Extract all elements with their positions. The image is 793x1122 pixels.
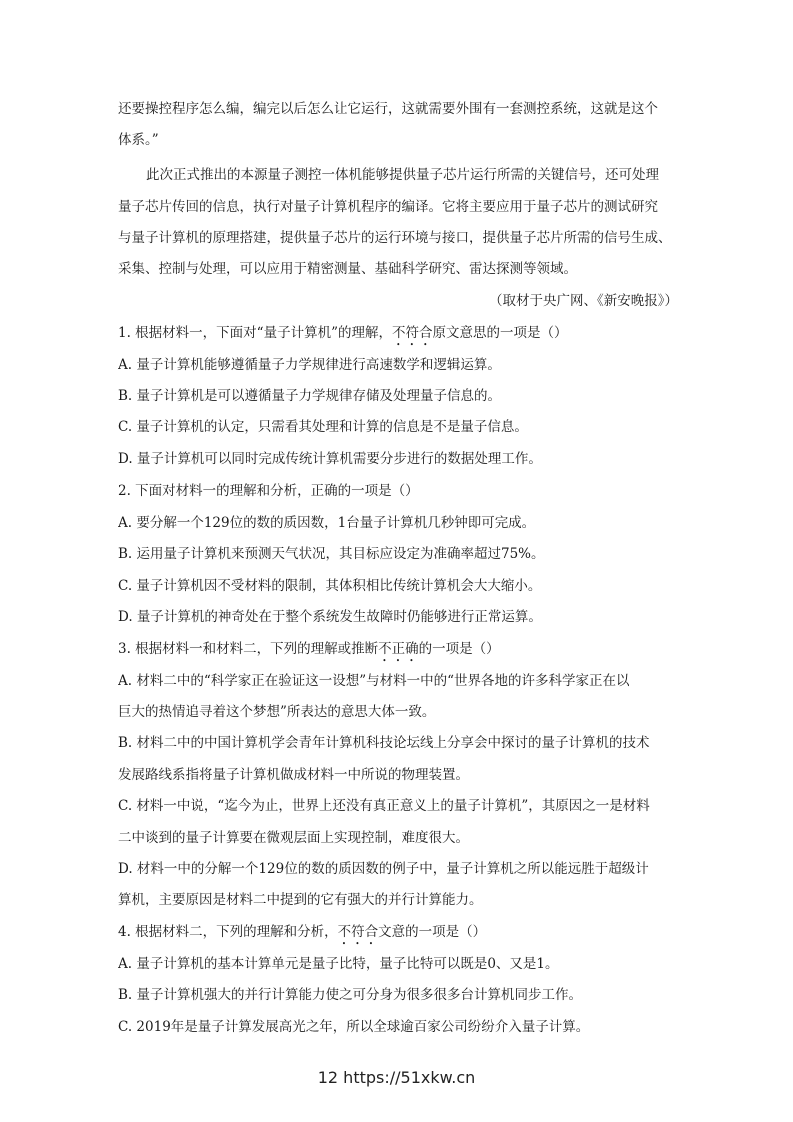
question-stem [118,324,678,349]
stem-text: 1. 根据材料一，下面对“量子计算机”的理解， [118,325,392,341]
question-stem [118,923,678,948]
option-d: D. 量子计算机可以同时完成传统计算机需要分步进行的数据处理工作。 [118,451,542,467]
stem-text: 原文意思的一项是（） [432,325,568,341]
source-citation: （取材于央广网、《新安晚报》） [489,293,678,309]
option-b: B. 运用量子计算机来预测天气状况，其目标应设定为准确率超过75%。 [118,546,545,562]
stem-text: 4. 根据材料二，下列的理解和分析， [118,924,338,940]
option-c: C. 2019年是量子计算发展高光之年，所以全球逾百家公司纷纷介入量子计算。 [118,1019,590,1035]
passage-line: 还要操控程序怎么编，编完以后怎么让它运行，这就需要外围有一套测控系统，这就是这个 [118,101,658,117]
option-d: D. 量子计算机的神奇处在于整个系统发生故障时仍能够进行正常运算。 [118,609,542,625]
page-footer: 12 https://51xkw.cn [317,1068,476,1087]
option-b: B. 材料二中的中国计算机学会青年计算机科技论坛线上分享会中探讨的量子计算机的技术 [118,735,650,751]
option-d-continued: 算机，主要原因是材料二中提到的它有强大的并行计算能力。 [118,892,483,908]
passage-paragraph-start: 此次正式推出的本源量子测控一体机能够提供量子芯片运行所需的关键信号，还可处理 [146,167,659,183]
option-a-continued: 巨大的热情追寻着这个梦想”所表达的意思大体一致。 [118,704,436,720]
question-stem [118,482,678,500]
option-c: C. 量子计算机的认定，只需看其处理和计算的信息是不是量子信息。 [118,419,528,435]
option-c: C. 量子计算机因不受材料的限制，其体积相比传统计算机会大大缩小。 [118,578,542,594]
option-b: B. 量子计算机强大的并行计算能力使之可分身为很多很多台计算机同步工作。 [118,987,583,1003]
stem-text: 的一项是（） [418,641,500,657]
stem-text: 文意的一项是（） [378,924,487,940]
option-a: A. 量子计算机的基本计算单元是量子比特，量子比特可以既是0、又是1。 [118,956,559,972]
option-c: C. 材料一中说，“迄今为止，世界上还没有真正意义上的量子计算机”，其原因之一是材料 [118,798,650,814]
option-a: A. 要分解一个129位的数的质因数，1台量子计算机几秒钟即可完成。 [118,515,536,531]
option-b: B. 量子计算机是可以遵循量子力学规律存储及处理量子信息的。 [118,388,502,404]
passage-line: 采集、控制与处理，可以应用于精密测量、基础科学研究、雷达探测等领域。 [118,261,577,277]
passage-line: 量子芯片传回的信息，执行对量子计算机程序的编译。它将主要应用于量子芯片的测试研究 [118,199,658,215]
option-a: A. 量子计算机能够遵循量子力学规律进行高速数学和逻辑运算。 [118,357,501,373]
option-c-continued: 二中谈到的量子计算要在微观层面上实现控制，难度很大。 [118,830,469,846]
option-b-continued: 发展路线系指将量子计算机做成材料一中所说的物理装置。 [118,767,469,783]
option-d: D. 材料一中的分解一个129位的数的质因数的例子中，量子计算机之所以能远胜于超级计 [118,861,649,877]
emphasized-text: 不符合 [391,325,433,341]
emphasized-text: 不正确 [378,641,419,657]
stem-text: 3. 根据材料一和材料二，下列的理解或推断 [118,641,379,657]
stem-text: 2. 下面对材料一的理解和分析，正确的一项是（） [118,483,419,499]
emphasized-text: 不符合 [337,924,379,940]
question-stem [118,640,678,665]
passage-line: 体系。” [118,132,159,148]
passage-line: 与量子计算机的原理搭建，提供量子芯片的运行环境与接口，提供量子芯片所需的信号生成、 [118,230,672,246]
option-a: A. 材料二中的“科学家正在验证这一设想”与材料一中的“世界各地的许多科学家正在以 [118,673,630,689]
